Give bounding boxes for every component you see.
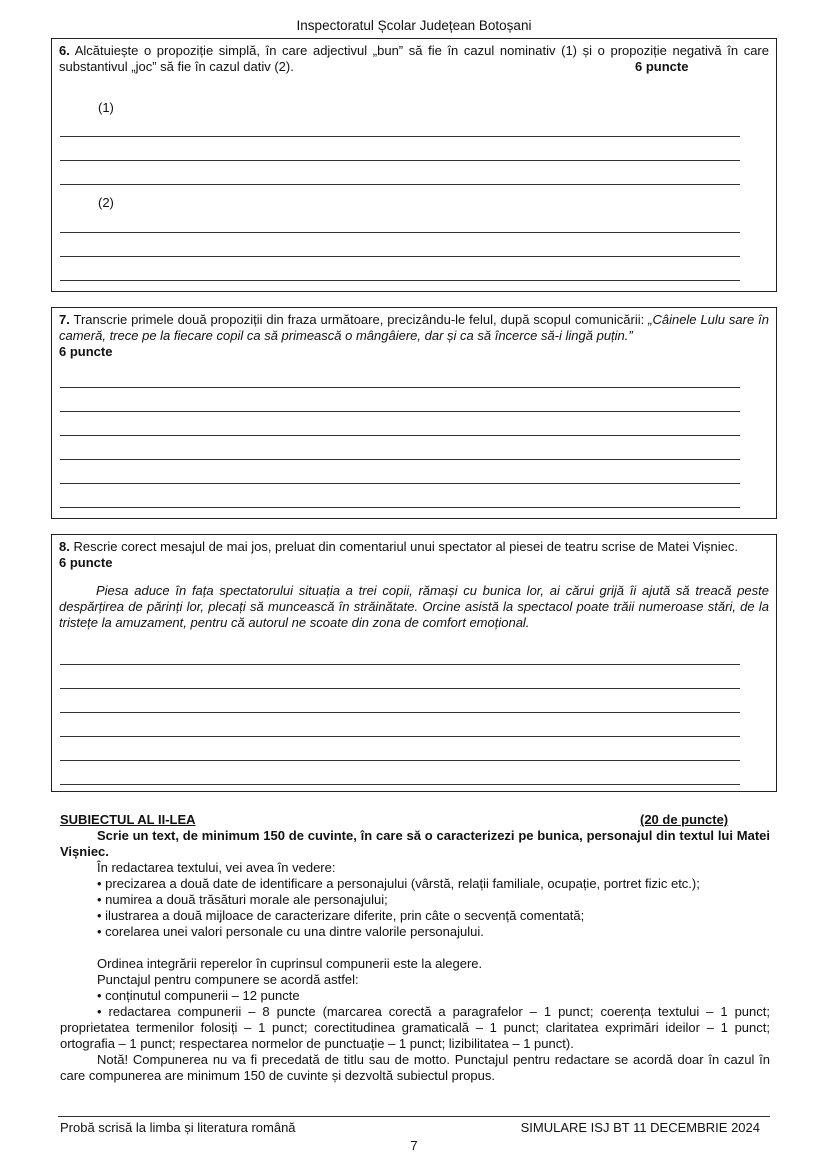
answer-line[interactable]: [60, 435, 740, 436]
question-8-prompt: Rescrie corect mesajul de mai jos, preluat din comentariul unui spectator al piesei de teatru scrise de Matei Vișniec.: [73, 539, 738, 554]
answer-line[interactable]: [60, 160, 740, 161]
answer-line[interactable]: [60, 256, 740, 257]
answer-line[interactable]: [60, 736, 740, 737]
question-6-points: 6 puncte: [635, 59, 689, 74]
subject-2-task: Scrie un text, de minimum 150 de cuvinte, în care să o caracterizezi pe bunica, personajul din textul lui Matei Vișniec.: [60, 828, 770, 859]
footer-right: SIMULARE ISJ BT 11 DECEMBRIE 2024: [520, 1120, 760, 1135]
page-number: 7: [410, 1138, 418, 1153]
answer-label-2: (2): [98, 195, 114, 210]
page-header: Inspectoratul Școlar Județean Botoșani: [296, 18, 532, 33]
subject-2-scoring-content: • conținutul compunerii – 12 puncte: [97, 988, 300, 1003]
subject-2-body: [60, 828, 770, 1084]
question-6-number: 6.: [59, 43, 70, 58]
answer-line[interactable]: [60, 136, 740, 137]
answer-line[interactable]: [60, 507, 740, 508]
answer-line[interactable]: [60, 280, 740, 281]
subject-2-bullet: • precizarea a două date de identificare a personajului (vârstă, relații familiale, ocupație, portret fizic etc.);: [97, 876, 700, 891]
answer-line[interactable]: [60, 232, 740, 233]
question-7-text: [59, 312, 769, 360]
answer-line[interactable]: [60, 760, 740, 761]
footer-divider: [58, 1116, 770, 1117]
subject-2-bullet: • ilustrarea a două mijloace de caracterizare diferite, prin câte o secvență comentată;: [97, 908, 585, 923]
question-8-number: 8.: [59, 539, 70, 554]
subject-2-bullet: • corelarea unei valori personale cu una dintre valorile personajului.: [97, 924, 484, 939]
answer-label-1: (1): [98, 100, 114, 115]
question-8-text: [59, 539, 769, 631]
answer-line[interactable]: [60, 483, 740, 484]
answer-line[interactable]: [60, 712, 740, 713]
question-7-number: 7.: [59, 312, 70, 327]
answer-line[interactable]: [60, 688, 740, 689]
footer-left: Probă scrisă la limba și literatura română: [60, 1120, 296, 1135]
subject-2-scoring-writing: • redactarea compunerii – 8 puncte (marcarea corectă a paragrafelor – 1 punct; coerența textului – 1 punct; proprietatea termenilor folosiți – 1 punct; corectitudinea gramaticală – 1 punct; claritatea exprimări ideilor – 1 punct; ortografia – 1 punct; respectarea normelor de punctuație – 1 punct; lizibilitatea – 1 punct).: [60, 1004, 770, 1051]
question-7-box: [51, 307, 777, 519]
answer-line[interactable]: [60, 184, 740, 185]
answer-line[interactable]: [60, 664, 740, 665]
question-8-box: [51, 534, 777, 792]
subject-2-bullet: • numirea a două trăsături morale ale personajului;: [97, 892, 388, 907]
question-6-box: [51, 38, 777, 292]
subject-2-points: (20 de puncte): [640, 812, 729, 827]
question-8-quote: Piesa aduce în fața spectatorului situația a trei copii, rămași cu bunica lor, ai cărui grijă îi ajută să treacă peste despărțirea de părinți lor, plecați să muncească în străinătate. Orcine asistă la spectacol poate trăii numeroase stări, de la tristețe la amuzament, pentru că autorul ne scoate din zona de comfort emoțional.: [59, 583, 769, 630]
subject-2-note: Notă! Compunerea nu va fi precedată de titlu sau de motto. Punctajul pentru redactare se acordă doar în cazul în care compunerea are minimum 150 de cuvinte și dezvoltă subiectul propus.: [60, 1052, 770, 1083]
subject-2-order: Ordinea integrării reperelor în cuprinsul compunerii este la alegere.: [97, 956, 483, 971]
question-8-points: 6 puncte: [59, 555, 113, 570]
question-7-quote: „Câinele Lulu sare în cameră, trece pe la fiecare copil ca să primească o mângâiere, dar și ca să încerce să-i lingă puțin.”: [59, 312, 769, 343]
subject-2-scoring-intro: Punctajul pentru compunere se acordă astfel:: [97, 972, 359, 987]
question-7-prompt: Transcrie primele două propoziții din fraza următoare, precizându-le felul, după scopul comunicării:: [73, 312, 645, 327]
question-7-points: 6 puncte: [59, 344, 113, 359]
answer-line[interactable]: [60, 387, 740, 388]
answer-line[interactable]: [60, 411, 740, 412]
subject-2-title: SUBIECTUL AL II-LEA: [60, 812, 196, 827]
subject-2-intro: În redactarea textului, vei avea în vedere:: [97, 860, 336, 875]
answer-line[interactable]: [60, 459, 740, 460]
answer-line[interactable]: [60, 784, 740, 785]
question-6-prompt: Alcătuiește o propoziție simplă, în care adjectivul „bun” să fie în cazul nominativ (1) și o propoziție negativă în care substantivul „joc” să fie în cazul dativ (2).: [59, 43, 769, 74]
